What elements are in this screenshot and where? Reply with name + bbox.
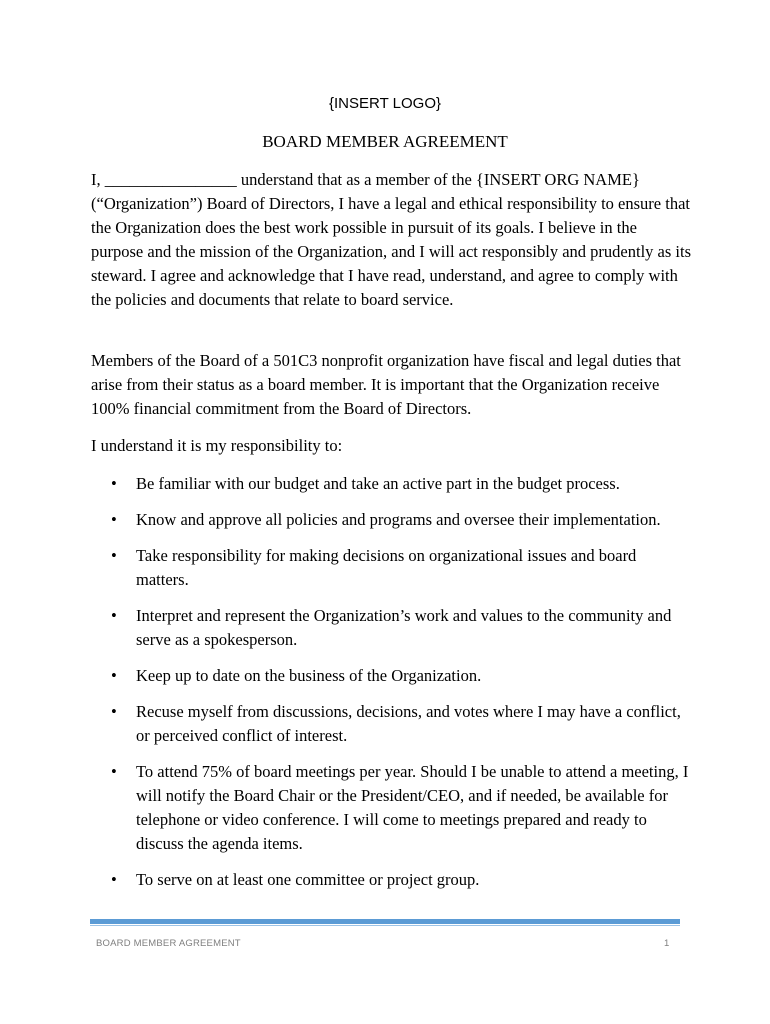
document-title: BOARD MEMBER AGREEMENT (262, 132, 508, 151)
footer-label: BOARD MEMBER AGREEMENT (96, 938, 241, 949)
bullet-icon: • (111, 666, 117, 685)
list-item-text: Take responsibility for making decisions on organizational issues and board matters. (136, 546, 637, 589)
bullet-icon: • (111, 510, 117, 529)
list-item-text: Know and approve all policies and programs and oversee their implementation. (136, 510, 661, 529)
bullet-icon: • (111, 702, 117, 721)
footer-rule-thin (90, 925, 680, 926)
list-item-text: Keep up to date on the business of the Organization. (136, 666, 482, 685)
list-item (91, 868, 691, 892)
list-item-text: Recuse myself from discussions, decisions, and votes where I may have a conflict, or perceived conflict of interest. (136, 702, 681, 745)
bullet-icon: • (111, 474, 117, 493)
logo-placeholder: {INSERT LOGO} (329, 95, 441, 112)
list-item (91, 664, 691, 688)
list-item (91, 760, 691, 856)
intro-paragraph: I, ________________ understand that as a member of the {INSERT ORG NAME} (“Organization”) Board of Directors, I have a legal and ethical responsibility to ensure that the Organization does the best work possible in pursuit of its goals. I believe in the purpose and the mission of the Organization, and I will act responsibly and prudently as its steward. I agree and acknowledge that I have read, understand, and agree to comply with the policies and documents that relate to board service. (91, 170, 691, 309)
list-item-text: To serve on at least one committee or project group. (136, 870, 480, 889)
list-item (91, 544, 691, 592)
page-number: 1 (664, 938, 670, 949)
list-item (91, 700, 691, 748)
list-item (91, 472, 691, 496)
fiscal-duties-paragraph: Members of the Board of a 501C3 nonprofit organization have fiscal and legal duties that arise from their status as a board member. It is important that the Organization receive 100% financial commitment from the Board of Directors. (91, 351, 681, 418)
footer-rule (90, 919, 680, 924)
list-item (91, 508, 691, 532)
responsibility-lead-in: I understand it is my responsibility to: (91, 436, 343, 455)
bullet-icon: • (111, 606, 117, 625)
bullet-icon: • (111, 546, 117, 565)
responsibility-list (91, 472, 691, 904)
list-item-text: To attend 75% of board meetings per year. Should I be unable to attend a meeting, I will notify the Board Chair or the President/CEO, and if needed, be available for telephone or video conference. I will come to meetings prepared and ready to discuss the agenda items. (136, 762, 689, 853)
list-item (91, 604, 691, 652)
list-item-text: Interpret and represent the Organization’s work and values to the community and serve as a spokesperson. (136, 606, 672, 649)
bullet-icon: • (111, 870, 117, 889)
list-item-text: Be familiar with our budget and take an active part in the budget process. (136, 474, 620, 493)
bullet-icon: • (111, 762, 117, 781)
